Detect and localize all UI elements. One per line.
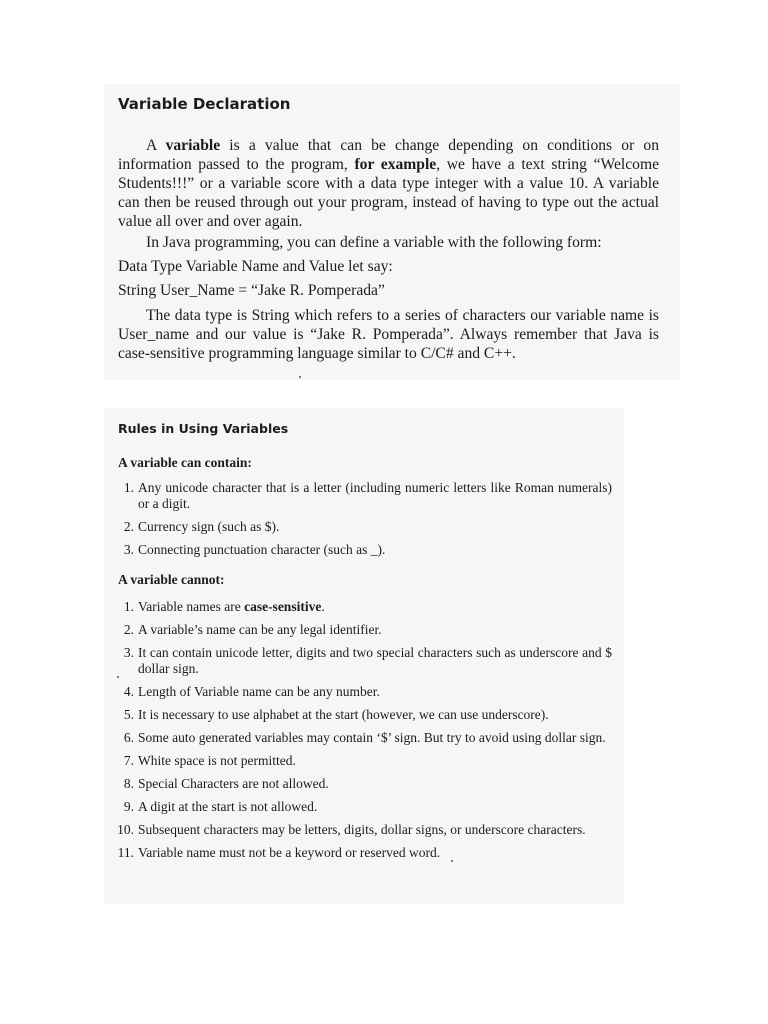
scan-speck <box>299 376 301 378</box>
list-item-text: White space is not permitted. <box>138 753 296 768</box>
list-item-text: Some auto generated variables may contain ‘$’ sign. But try to avoid using dollar sign. <box>138 730 606 745</box>
list-item <box>112 684 612 700</box>
list-item-text: Subsequent characters may be letters, digits, dollar signs, or underscore characters. <box>138 822 586 837</box>
paragraph-java-form: In Java programming, you can define a variable with the following form: <box>146 234 602 251</box>
section-title-variable-declaration: Variable Declaration <box>118 95 291 113</box>
list-item-number: 3. <box>123 645 134 660</box>
list-item-number: 5. <box>123 707 134 722</box>
list-item-number: 2. <box>123 622 134 637</box>
list-cannot <box>112 599 612 868</box>
list-item <box>112 519 612 535</box>
list-item-text: Currency sign (such as $). <box>138 519 280 534</box>
subheading-can-contain: A variable can contain: <box>118 455 252 470</box>
para-mid: is a value that can be change depending on conditions or on information passed to the program, <box>118 137 659 173</box>
list-item <box>112 599 612 615</box>
list-can-contain <box>112 480 612 565</box>
term-variable: variable <box>165 137 221 154</box>
list-item-number: 1. <box>123 480 134 495</box>
line-form-description: Data Type Variable Name and Value let say: <box>118 258 393 275</box>
list-item <box>112 799 612 815</box>
scan-speck <box>117 676 119 678</box>
list-item <box>112 480 612 512</box>
list-item-number: 9. <box>123 799 134 814</box>
list-item-number: 11. <box>117 845 134 860</box>
list-item-number: 6. <box>123 730 134 745</box>
list-item-number: 4. <box>123 684 134 699</box>
list-item-text: Variable name must not be a keyword or reserved word. <box>138 845 441 860</box>
scan-speck <box>451 860 453 862</box>
list-item-number: 2. <box>123 519 134 534</box>
list-item <box>112 645 612 677</box>
para-lead: A <box>146 137 166 154</box>
list-item-text: Connecting punctuation character (such as _). <box>138 542 386 557</box>
list-item <box>112 753 612 769</box>
list-item <box>112 730 612 746</box>
list-item-number: 7. <box>123 753 134 768</box>
list-item-number: 1. <box>123 599 134 614</box>
list-item-text: Any unicode character that is a letter (including numeric letters like Roman numerals) or a digit. <box>138 480 612 511</box>
list-item-emphasis: case-sensitive <box>244 599 322 614</box>
list-item <box>112 845 612 861</box>
list-item-text: A digit at the start is not allowed. <box>138 799 318 814</box>
list-item-text: Length of Variable name can be any number. <box>138 684 380 699</box>
term-for-example: for example <box>354 156 437 173</box>
list-item <box>112 622 612 638</box>
list-item-text: Variable names are <box>138 599 245 614</box>
list-item-punct: . <box>321 599 325 614</box>
list-item-text: A variable’s name can be any legal identifier. <box>138 622 382 637</box>
para-tail: , we have a text string “Welcome Students!!!” or a variable score with a data type integer with a value 10. A variable can then be reused through out your program, instead of having to type out the actual value all over and over again. <box>118 156 659 230</box>
paragraph-data-type: The data type is String which refers to a series of characters our variable name is User_name and our value is “Jake R. Pomperada”. Always remember that Java is case-sensitive programming language similar to C/C# and C++. <box>118 307 659 362</box>
list-item-text: Special Characters are not allowed. <box>138 776 329 791</box>
list-item <box>112 776 612 792</box>
line-code-example: String User_Name = “Jake R. Pomperada” <box>118 282 385 299</box>
list-item-number: 10. <box>117 822 134 837</box>
list-item-text: It is necessary to use alphabet at the start (however, we can use underscore). <box>138 707 549 722</box>
paragraph-variable-definition <box>118 136 659 231</box>
list-item-text: It can contain unicode letter, digits and two special characters such as underscore and $ dollar sign. <box>138 645 612 676</box>
list-item-number: 8. <box>123 776 134 791</box>
list-item <box>112 707 612 723</box>
section-title-rules: Rules in Using Variables <box>118 421 289 436</box>
list-item-number: 3. <box>123 542 134 557</box>
subheading-cannot: A variable cannot: <box>118 572 225 587</box>
list-item <box>112 542 612 558</box>
list-item <box>112 822 612 838</box>
